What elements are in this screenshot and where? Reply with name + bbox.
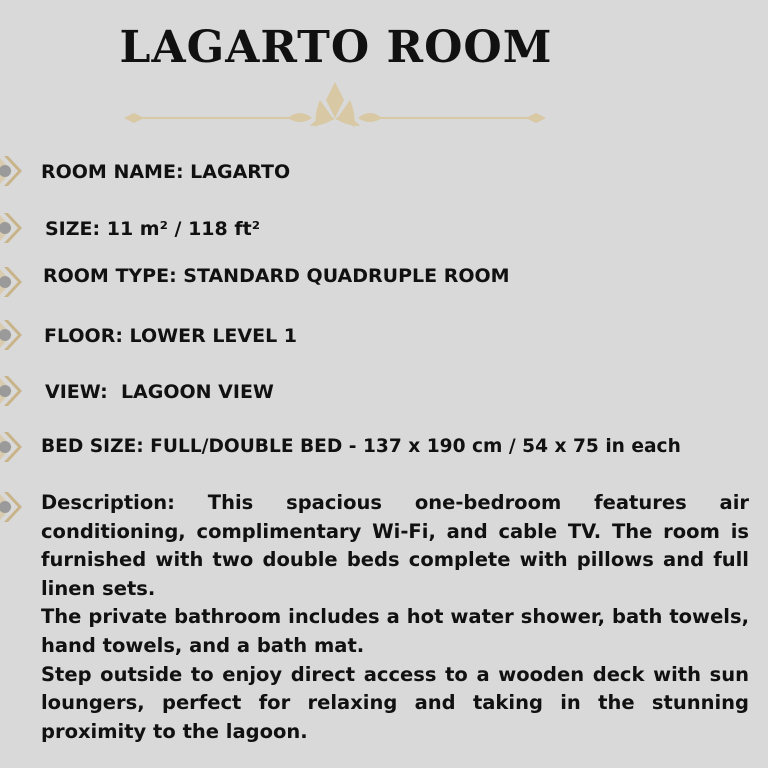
chevron-bullet-icon: [0, 374, 26, 408]
chevron-bullet-icon: [0, 430, 26, 464]
view-text: VIEW: LAGOON VIEW: [45, 381, 274, 403]
description-paragraph: Step outside to enjoy direct access to a wooden deck with sun loungers, perfect for relaxing and taking in the stunning proximity to the lagoon.: [41, 662, 749, 743]
room-description: [41, 489, 749, 746]
chevron-bullet-icon: [0, 265, 26, 299]
description-paragraph: The private bathroom includes a hot water shower, bath towels, hand towels, and a bath mat.: [41, 605, 749, 657]
ornamental-divider: [120, 78, 550, 134]
floor-text: FLOOR: LOWER LEVEL 1: [44, 325, 298, 347]
description-paragraph: Description: This spacious one-bedroom features air conditioning, complimentary Wi-Fi, and cable TV. The room is furnished with two double beds complete with pillows and full linen sets.: [41, 491, 749, 600]
page-title: LAGARTO ROOM: [119, 22, 553, 73]
chevron-bullet-icon: [0, 490, 26, 524]
chevron-bullet-icon: [0, 211, 26, 245]
bed-size-text: BED SIZE: FULL/DOUBLE BED - 137 x 190 cm / 54 x 75 in each: [41, 436, 681, 457]
room-name-text: ROOM NAME: LAGARTO: [41, 161, 291, 183]
size-text: SIZE: 11 m² / 118 ft²: [45, 218, 261, 240]
chevron-bullet-icon: [0, 154, 26, 188]
room-type-text: ROOM TYPE: STANDARD QUADRUPLE ROOM: [43, 265, 510, 287]
chevron-bullet-icon: [0, 318, 26, 352]
